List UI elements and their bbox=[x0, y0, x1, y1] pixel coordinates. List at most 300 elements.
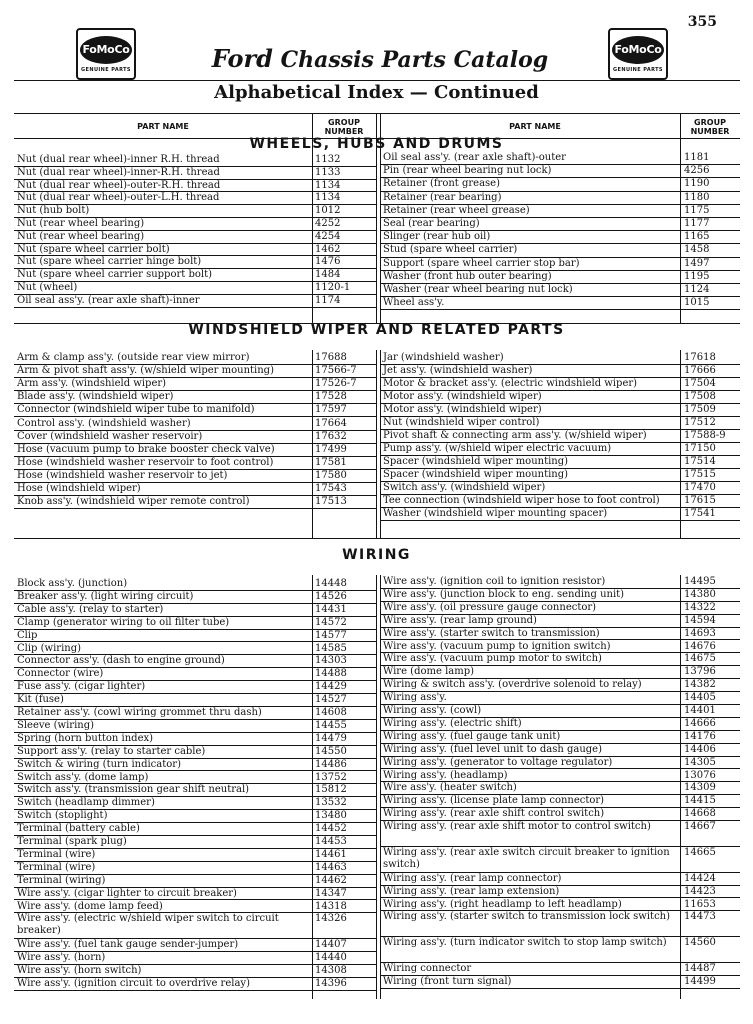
index-row bbox=[14, 167, 376, 180]
part-name: Hose (vacuum pump to brake booster check valve) bbox=[17, 443, 275, 455]
index-row bbox=[14, 231, 376, 244]
part-name: Washer (windshield wiper mounting spacer) bbox=[383, 508, 608, 519]
part-name: Jar (windshield washer) bbox=[383, 352, 504, 363]
group-number: 17597 bbox=[315, 404, 347, 416]
group-number: 14666 bbox=[684, 717, 716, 729]
part-name: Wire ass'y. (horn switch) bbox=[17, 965, 142, 976]
index-row bbox=[380, 284, 740, 297]
group-number: 1132 bbox=[315, 154, 341, 165]
part-name: Slinger (rear hub oil) bbox=[383, 231, 491, 243]
part-name: Spacer (windshield wiper mounting) bbox=[383, 456, 569, 467]
fomoco-subtitle: GENUINE PARTS bbox=[613, 66, 663, 73]
group-number: 1195 bbox=[684, 270, 710, 282]
part-name: Knob ass'y. (windshield wiper remote control) bbox=[17, 496, 250, 508]
group-number: 1124 bbox=[684, 284, 710, 295]
part-name: Wiring ass'y. (starter switch to transmission lock switch) bbox=[383, 911, 671, 923]
part-name: Motor ass'y. (windshield wiper) bbox=[383, 391, 542, 402]
group-number: 14668 bbox=[684, 808, 716, 820]
group-number: 17566-7 bbox=[315, 365, 357, 377]
index-row bbox=[14, 591, 376, 604]
group-number: 14309 bbox=[684, 782, 716, 794]
group-number: 14560 bbox=[684, 937, 716, 949]
group-number: 17508 bbox=[684, 391, 716, 402]
group-number: 14380 bbox=[684, 588, 716, 600]
group-number: 14693 bbox=[684, 627, 716, 639]
group-number: 14495 bbox=[684, 576, 716, 587]
index-row bbox=[14, 733, 376, 746]
group-number: 14526 bbox=[315, 590, 347, 602]
part-name: Nut (dual rear wheel)-outer-R.H. thread bbox=[17, 179, 221, 191]
part-name: Cable ass'y. (relay to starter) bbox=[17, 603, 164, 615]
group-number: 17581 bbox=[315, 456, 347, 468]
part-name: Stud (spare wheel carrier) bbox=[383, 244, 518, 256]
index-row bbox=[14, 952, 376, 965]
index-row bbox=[14, 431, 376, 444]
group-number: 14406 bbox=[684, 743, 716, 755]
part-name: Pivot shaft & connecting arm ass'y. (w/shield wiper) bbox=[383, 430, 647, 441]
part-name: Nut (wheel) bbox=[17, 282, 78, 293]
index-row bbox=[380, 795, 740, 808]
index-row bbox=[380, 456, 740, 469]
group-number: 14308 bbox=[315, 965, 347, 976]
part-name: Hose (windshield wiper) bbox=[17, 483, 141, 494]
index-row bbox=[14, 862, 376, 875]
group-number: 17512 bbox=[684, 417, 716, 428]
part-name: Fuse ass'y. (cigar lighter) bbox=[17, 681, 146, 693]
group-number: 14382 bbox=[684, 679, 716, 691]
part-name: Connector ass'y. (dash to engine ground) bbox=[17, 655, 225, 667]
index-row bbox=[380, 757, 740, 770]
group-number: 17528 bbox=[315, 391, 347, 403]
index-row bbox=[14, 965, 376, 978]
index-row bbox=[380, 391, 740, 404]
index-row bbox=[380, 976, 740, 989]
index-row bbox=[14, 444, 376, 457]
part-name: Switch ass'y. (transmission gear shift neutral) bbox=[17, 784, 250, 796]
group-number: 14527 bbox=[315, 694, 347, 706]
part-name: Arm & clamp ass'y. (outside rear view mirror) bbox=[17, 352, 250, 363]
group-number: 14608 bbox=[315, 707, 347, 718]
group-number: 14452 bbox=[315, 823, 347, 835]
group-number-header-right: GROUP NUMBER bbox=[690, 117, 730, 136]
part-name: Wiring ass'y. (cowl) bbox=[383, 705, 482, 716]
index-row bbox=[380, 937, 740, 963]
index-row bbox=[14, 269, 376, 282]
index-row bbox=[380, 417, 740, 430]
group-number: 17150 bbox=[684, 443, 716, 454]
index-row bbox=[380, 692, 740, 705]
group-number: 14585 bbox=[315, 642, 347, 654]
index-row bbox=[14, 978, 376, 991]
part-name: Wire ass'y. (cigar lighter to circuit breaker) bbox=[17, 887, 237, 899]
part-name: Nut (spare wheel carrier hinge bolt) bbox=[17, 256, 202, 268]
group-number: 1462 bbox=[315, 243, 341, 255]
divider bbox=[376, 575, 377, 999]
index-row bbox=[380, 165, 740, 178]
group-number: 1484 bbox=[315, 269, 341, 281]
index-row bbox=[380, 297, 740, 310]
group-number: 14550 bbox=[315, 745, 347, 757]
group-number: 1174 bbox=[315, 294, 341, 306]
group-number: 17504 bbox=[684, 378, 716, 389]
index-row bbox=[380, 218, 740, 231]
group-number: 14486 bbox=[315, 758, 347, 770]
part-name: Retainer (rear wheel grease) bbox=[383, 204, 530, 216]
index-row bbox=[14, 578, 376, 591]
part-name: Wiring ass'y. (rear lamp connector) bbox=[383, 872, 562, 884]
index-row bbox=[380, 430, 740, 443]
part-name: Wiring ass'y. (headlamp) bbox=[383, 769, 508, 781]
index-row bbox=[14, 218, 376, 231]
part-name: Breaker ass'y. (light wiring circuit) bbox=[17, 590, 194, 602]
group-number: 14572 bbox=[315, 616, 347, 628]
part-name: Nut (spare wheel carrier bolt) bbox=[17, 243, 170, 255]
index-row bbox=[14, 256, 376, 269]
fomoco-oval: FoMoCo bbox=[80, 36, 132, 64]
group-number: 14448 bbox=[315, 578, 347, 589]
part-name: Switch (stoplight) bbox=[17, 810, 108, 822]
part-name: Support (spare wheel carrier stop bar) bbox=[383, 257, 580, 269]
group-number: 14431 bbox=[315, 603, 347, 615]
part-name: Wiring & switch ass'y. (overdrive solenoid to relay) bbox=[383, 679, 642, 691]
index-row bbox=[14, 604, 376, 617]
part-name: Wiring ass'y. (generator to voltage regulator) bbox=[383, 756, 613, 768]
group-number: 13480 bbox=[315, 810, 347, 822]
index-row bbox=[380, 886, 740, 899]
group-number: 17664 bbox=[315, 417, 347, 429]
part-name: Wiring ass'y. (rear lamp extension) bbox=[383, 885, 560, 897]
part-name: Retainer ass'y. (cowl wiring grommet thru dash) bbox=[17, 707, 262, 718]
group-number: 17632 bbox=[315, 430, 347, 442]
index-row bbox=[380, 258, 740, 271]
brand-name: Ford bbox=[211, 44, 273, 73]
index-row bbox=[14, 295, 376, 308]
group-number: 17509 bbox=[684, 404, 716, 415]
group-number-header-left: GROUP NUMBER bbox=[324, 117, 364, 136]
part-name: Wiring ass'y. (electric shift) bbox=[383, 717, 522, 729]
part-name: Wiring ass'y. bbox=[383, 692, 447, 704]
part-name: Motor & bracket ass'y. (electric windshield wiper) bbox=[383, 378, 638, 389]
catalog-title bbox=[200, 44, 560, 73]
group-number: 4256 bbox=[684, 165, 710, 177]
group-number: 1134 bbox=[315, 179, 341, 191]
part-name: Tee connection (windshield wiper hose to foot control) bbox=[383, 495, 660, 506]
index-row bbox=[380, 178, 740, 191]
part-name: Clamp (generator wiring to oil filter tube) bbox=[17, 616, 230, 628]
group-number: 14479 bbox=[315, 732, 347, 744]
group-number: 14396 bbox=[315, 977, 347, 989]
part-name: Terminal (wire) bbox=[17, 861, 96, 873]
group-number: 14461 bbox=[315, 848, 347, 860]
group-number: 1134 bbox=[315, 192, 341, 204]
part-name: Control ass'y. (windshield washer) bbox=[17, 417, 191, 429]
index-row bbox=[380, 615, 740, 628]
index-row bbox=[380, 244, 740, 257]
group-number: 14667 bbox=[684, 821, 716, 833]
fomoco-logo-left bbox=[76, 28, 136, 80]
part-name: Wiring ass'y. (rear axle switch circuit breaker to ignition switch) bbox=[383, 846, 670, 870]
index-row bbox=[380, 731, 740, 744]
part-name: Nut (hub bolt) bbox=[17, 205, 90, 217]
part-name: Switch (headlamp dimmer) bbox=[17, 797, 155, 809]
part-name: Wiring ass'y. (right headlamp to left headlamp) bbox=[383, 898, 622, 910]
part-name: Spacer (windshield wiper mounting) bbox=[383, 469, 569, 480]
index-row bbox=[380, 666, 740, 679]
group-number: 1012 bbox=[315, 205, 341, 217]
group-number: 14488 bbox=[315, 668, 347, 680]
group-number: 14405 bbox=[684, 692, 716, 704]
index-row bbox=[14, 888, 376, 901]
group-number: 1133 bbox=[315, 166, 341, 178]
index-row bbox=[14, 630, 376, 643]
part-name-header-left: PART NAME bbox=[137, 122, 189, 131]
part-name: Terminal (wiring) bbox=[17, 874, 106, 886]
index-row bbox=[380, 770, 740, 783]
part-name: Kit (fuse) bbox=[17, 694, 64, 706]
fomoco-subtitle: GENUINE PARTS bbox=[81, 66, 131, 73]
group-number: 14176 bbox=[684, 730, 716, 742]
index-row bbox=[14, 668, 376, 681]
index-row bbox=[380, 847, 740, 873]
group-number: 17543 bbox=[315, 483, 347, 494]
group-number: 13076 bbox=[684, 769, 716, 781]
index-row bbox=[380, 443, 740, 456]
part-name: Terminal (spark plug) bbox=[17, 836, 127, 847]
part-name: Oil seal ass'y. (rear axle shaft)-inner bbox=[17, 294, 200, 306]
part-name: Arm & pivot shaft ass'y. (w/shield wiper mounting) bbox=[17, 365, 274, 377]
part-name: Wire ass'y. (junction block to eng. sending unit) bbox=[383, 588, 625, 600]
group-number: 14326 bbox=[315, 913, 347, 925]
group-number: 11653 bbox=[684, 898, 716, 910]
index-row bbox=[380, 231, 740, 244]
group-number: 1175 bbox=[684, 204, 710, 216]
group-number: 14303 bbox=[315, 655, 347, 667]
index-row bbox=[380, 404, 740, 417]
part-name: Cover (windshield washer reservoir) bbox=[17, 430, 203, 442]
index-row bbox=[14, 901, 376, 914]
index-row bbox=[14, 483, 376, 496]
part-name: Switch ass'y. (windshield wiper) bbox=[383, 482, 546, 493]
group-number: 1120-1 bbox=[315, 282, 351, 293]
catalog-name: Chassis Parts Catalog bbox=[280, 47, 549, 73]
part-name: Nut (rear wheel bearing) bbox=[17, 230, 145, 242]
index-row bbox=[14, 418, 376, 431]
part-name: Hose (windshield washer reservoir to jet) bbox=[17, 469, 228, 481]
part-name: Pump ass'y. (w/shield wiper electric vacuum) bbox=[383, 443, 612, 454]
group-number: 14594 bbox=[684, 614, 716, 626]
part-name: Washer (front hub outer bearing) bbox=[383, 270, 552, 282]
index-row bbox=[14, 707, 376, 720]
part-name: Wiring ass'y. (fuel gauge tank unit) bbox=[383, 730, 561, 742]
section-title-windshield: WINDSHIELD WIPER AND RELATED PARTS bbox=[188, 322, 565, 338]
group-number: 15812 bbox=[315, 784, 347, 796]
index-row bbox=[380, 365, 740, 378]
index-row bbox=[14, 244, 376, 257]
part-name-header-right: PART NAME bbox=[509, 122, 561, 131]
group-number: 14424 bbox=[684, 872, 716, 884]
index-row bbox=[380, 378, 740, 391]
group-number: 13752 bbox=[315, 771, 347, 783]
part-name: Nut (dual rear wheel)-outer-L.H. thread bbox=[17, 192, 220, 204]
index-row bbox=[380, 911, 740, 937]
divider bbox=[376, 350, 377, 538]
part-name: Clip (wiring) bbox=[17, 642, 82, 654]
index-row bbox=[380, 808, 740, 821]
part-name: Wire (dome lamp) bbox=[383, 666, 475, 678]
part-name: Washer (rear wheel bearing nut lock) bbox=[383, 284, 573, 295]
group-number: 1458 bbox=[684, 244, 710, 256]
group-number: 1015 bbox=[684, 297, 710, 309]
page-subtitle: Alphabetical Index — Continued bbox=[214, 82, 539, 103]
index-row bbox=[14, 784, 376, 797]
group-number: 1190 bbox=[684, 178, 710, 190]
group-number: 17514 bbox=[684, 456, 716, 467]
group-number: 17688 bbox=[315, 352, 347, 363]
index-row bbox=[380, 495, 740, 508]
index-row bbox=[14, 180, 376, 193]
part-name: Spring (horn button index) bbox=[17, 732, 154, 744]
group-number: 1165 bbox=[684, 231, 710, 243]
index-row bbox=[14, 694, 376, 707]
index-row bbox=[14, 457, 376, 470]
fomoco-logo-right bbox=[608, 28, 668, 80]
index-row bbox=[14, 913, 376, 939]
part-name: Wire ass'y. (dome lamp feed) bbox=[17, 900, 163, 912]
index-row bbox=[380, 679, 740, 692]
group-number: 14415 bbox=[684, 795, 716, 807]
group-number: 14455 bbox=[315, 719, 347, 731]
part-name: Nut (dual rear wheel)-inner-R.H. thread bbox=[17, 166, 220, 178]
group-number: 14675 bbox=[684, 653, 716, 665]
part-name: Switch & wiring (turn indicator) bbox=[17, 758, 181, 770]
index-row bbox=[14, 759, 376, 772]
part-name: Wiring ass'y. (rear axle shift motor to control switch) bbox=[383, 821, 651, 833]
group-number: 17618 bbox=[684, 352, 716, 363]
group-number: 4252 bbox=[315, 218, 341, 229]
part-name: Wire ass'y. (ignition coil to ignition resistor) bbox=[383, 576, 606, 587]
index-row bbox=[14, 352, 376, 365]
group-number: 14407 bbox=[315, 939, 347, 951]
group-number: 14462 bbox=[315, 874, 347, 886]
index-row bbox=[14, 772, 376, 785]
index-row bbox=[380, 705, 740, 718]
part-name: Wire ass'y. (rear lamp ground) bbox=[383, 614, 537, 626]
part-name: Wheel ass'y. bbox=[383, 297, 445, 309]
group-number: 17588-9 bbox=[684, 430, 726, 441]
part-name: Wiring connector bbox=[383, 963, 472, 974]
index-row bbox=[380, 192, 740, 205]
part-name: Wire ass'y. (starter switch to transmission) bbox=[383, 627, 600, 639]
part-name: Nut (rear wheel bearing) bbox=[17, 218, 145, 229]
index-row bbox=[14, 192, 376, 205]
part-name: Wire ass'y. (ignition circuit to overdrive relay) bbox=[17, 977, 250, 989]
index-row bbox=[380, 821, 740, 847]
index-row bbox=[380, 152, 740, 165]
part-name: Wiring ass'y. (turn indicator switch to stop lamp switch) bbox=[383, 937, 667, 949]
index-row bbox=[14, 617, 376, 630]
part-name: Oil seal ass'y. (rear axle shaft)-outer bbox=[383, 152, 566, 163]
index-row bbox=[14, 875, 376, 888]
index-row bbox=[380, 352, 740, 365]
group-number: 14473 bbox=[684, 911, 716, 923]
index-row bbox=[380, 589, 740, 602]
group-number: 14318 bbox=[315, 900, 347, 912]
group-number: 14440 bbox=[315, 952, 347, 964]
index-row bbox=[380, 469, 740, 482]
index-row bbox=[380, 963, 740, 976]
section-rule bbox=[14, 538, 740, 539]
part-name: Wire ass'y. (vacuum pump to ignition switch) bbox=[383, 640, 611, 652]
part-name: Hose (windshield washer reservoir to foot control) bbox=[17, 456, 274, 468]
part-name: Wire ass'y. (fuel tank gauge sender-jumper) bbox=[17, 939, 239, 951]
group-number: 13532 bbox=[315, 797, 347, 809]
part-name: Blade ass'y. (windshield wiper) bbox=[17, 391, 174, 403]
index-row bbox=[380, 205, 740, 218]
part-name: Jet ass'y. (windshield washer) bbox=[383, 365, 533, 376]
group-number: 14577 bbox=[315, 629, 347, 641]
group-number: 14322 bbox=[684, 601, 716, 613]
part-name: Terminal (wire) bbox=[17, 848, 96, 860]
index-row bbox=[14, 720, 376, 733]
index-row bbox=[14, 496, 376, 509]
index-row bbox=[14, 404, 376, 417]
header-rule bbox=[14, 80, 740, 81]
group-number: 17526-7 bbox=[315, 378, 357, 390]
group-number: 1181 bbox=[684, 152, 710, 163]
group-number: 17666 bbox=[684, 365, 716, 376]
index-row bbox=[14, 823, 376, 836]
part-name: Connector (windshield wiper tube to manifold) bbox=[17, 404, 255, 416]
index-row bbox=[380, 873, 740, 886]
part-name: Arm ass'y. (windshield wiper) bbox=[17, 378, 167, 390]
part-name: Wire ass'y. (horn) bbox=[17, 952, 106, 964]
group-number: 17513 bbox=[315, 496, 347, 508]
group-number: 1476 bbox=[315, 256, 341, 268]
part-name: Support ass'y. (relay to starter cable) bbox=[17, 745, 206, 757]
group-number: 14453 bbox=[315, 836, 347, 847]
part-name: Sleeve (wiring) bbox=[17, 719, 95, 731]
group-number: 14665 bbox=[684, 846, 716, 858]
part-name: Wire ass'y. (vacuum pump motor to switch) bbox=[383, 653, 602, 665]
group-number: 17515 bbox=[684, 469, 716, 480]
part-name: Retainer (rear bearing) bbox=[383, 191, 502, 203]
fomoco-oval: FoMoCo bbox=[612, 36, 664, 64]
group-number: 14347 bbox=[315, 887, 347, 899]
group-number: 14305 bbox=[684, 756, 716, 768]
part-name: Connector (wire) bbox=[17, 668, 104, 680]
index-row bbox=[14, 849, 376, 862]
part-name: Retainer (front grease) bbox=[383, 178, 500, 190]
group-number: 14423 bbox=[684, 885, 716, 897]
group-number: 17580 bbox=[315, 469, 347, 481]
index-row bbox=[380, 482, 740, 495]
index-row bbox=[14, 746, 376, 759]
index-row bbox=[14, 643, 376, 656]
group-number: 13796 bbox=[684, 666, 716, 678]
group-number: 14676 bbox=[684, 640, 716, 652]
group-number: 17541 bbox=[684, 508, 716, 519]
part-name: Switch ass'y. (dome lamp) bbox=[17, 771, 149, 783]
group-number: 14487 bbox=[684, 963, 716, 974]
group-number: 1177 bbox=[684, 218, 710, 229]
group-number: 17470 bbox=[684, 482, 716, 493]
index-row bbox=[14, 378, 376, 391]
part-name: Nut (spare wheel carrier support bolt) bbox=[17, 269, 212, 281]
part-name: Wire ass'y. (heater switch) bbox=[383, 782, 517, 794]
part-name: Wire ass'y. (oil pressure gauge connector) bbox=[383, 601, 597, 613]
group-number: 1180 bbox=[684, 191, 710, 203]
index-row bbox=[14, 391, 376, 404]
